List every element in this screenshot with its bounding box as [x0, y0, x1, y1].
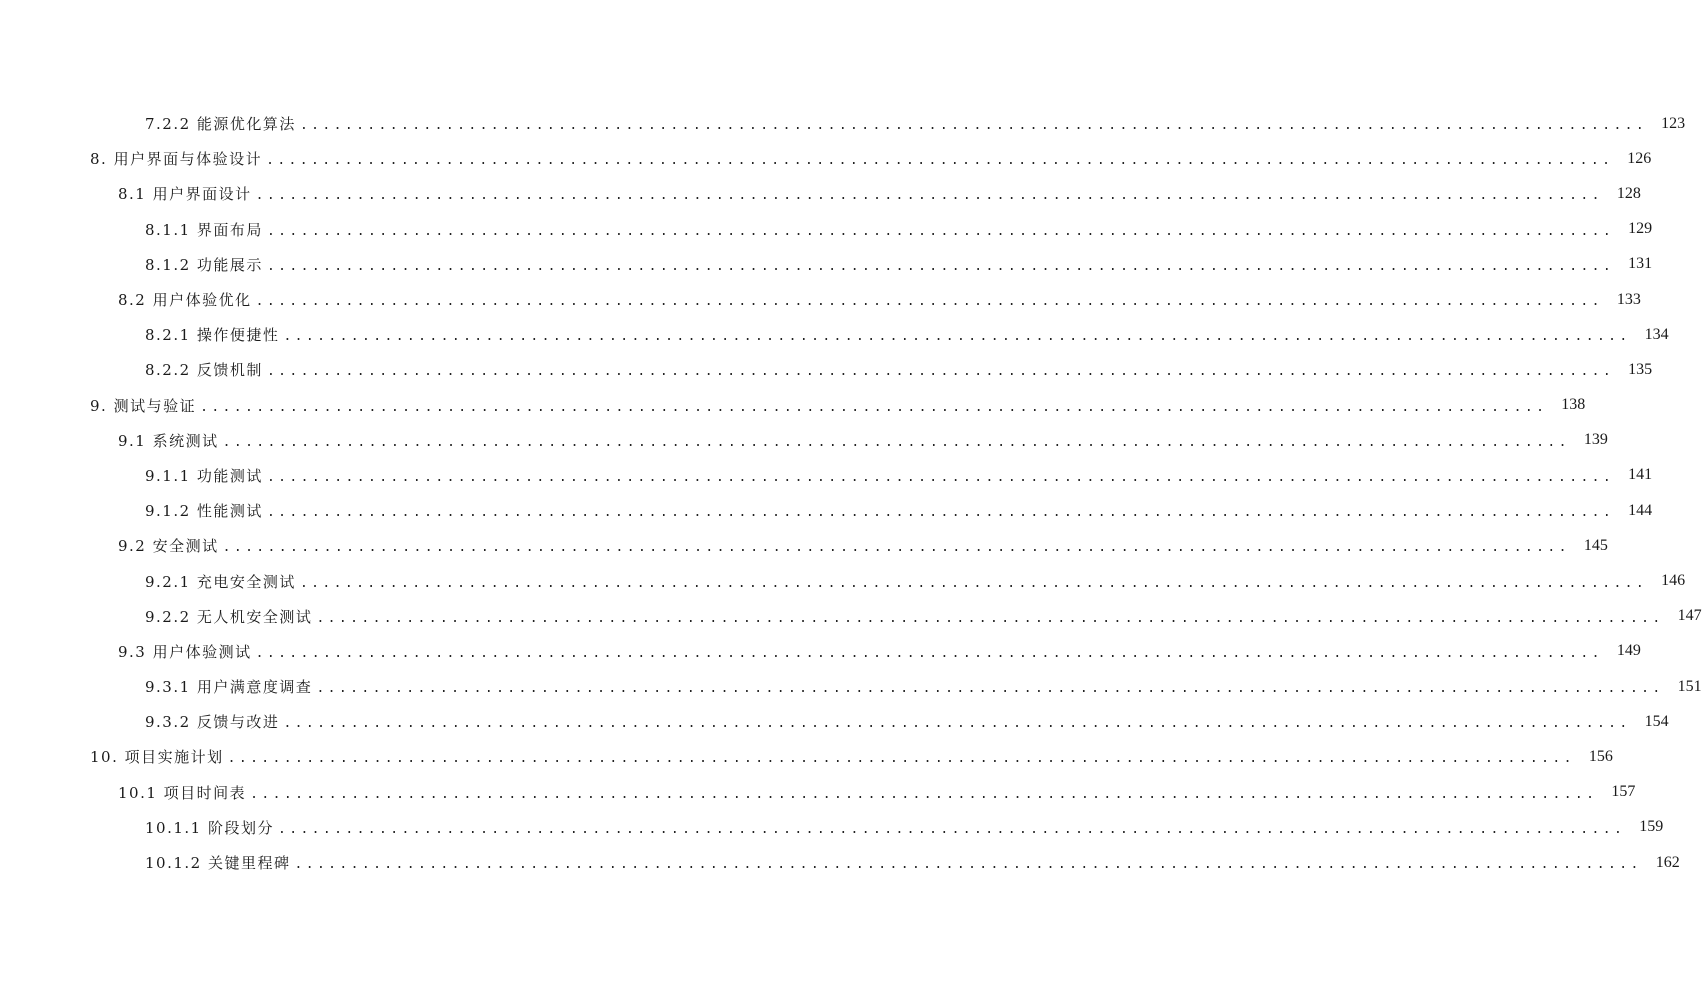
- toc-page-number: 129: [1628, 220, 1653, 238]
- dot-leader: ........................................................................................................................: [222, 434, 1570, 450]
- toc-entry-label: 8.1.1 界面布局: [145, 220, 263, 239]
- toc-entry[interactable]: [0, 176, 1641, 211]
- dot-leader: ........................................................................................................................: [294, 857, 1642, 873]
- toc-entry[interactable]: [0, 317, 1669, 352]
- toc-page-number: 154: [1644, 712, 1669, 730]
- dot-leader: ........................................................................................................................: [266, 223, 1615, 239]
- toc-entry-label: 10.1.1 阶段划分: [145, 818, 274, 837]
- dot-leader: ........................................................................................................................: [222, 540, 1570, 556]
- toc-entry[interactable]: [0, 775, 1636, 810]
- toc-entry[interactable]: [0, 493, 1653, 528]
- dot-leader: ........................................................................................................................: [250, 786, 1598, 802]
- toc-page-number: 162: [1655, 853, 1680, 871]
- toc-entry-label: 9.3.1 用户满意度调查: [145, 678, 313, 697]
- toc-entry-label: 9.2 安全测试: [118, 537, 219, 556]
- toc-entry-label: 8.2.2 反馈机制: [145, 361, 263, 380]
- toc-entry[interactable]: [0, 106, 1686, 141]
- toc-entry[interactable]: [0, 669, 1702, 704]
- toc-page-number: 135: [1628, 360, 1653, 378]
- dot-leader: ........................................................................................................................: [255, 645, 1603, 661]
- toc-entry-label: 8.2.1 操作便捷性: [145, 326, 280, 345]
- toc-entry[interactable]: [0, 704, 1669, 739]
- toc-entry[interactable]: [0, 247, 1653, 282]
- toc-entry[interactable]: [0, 739, 1613, 774]
- toc-entry-label: 9.3.2 反馈与改进: [145, 713, 280, 732]
- dot-leader: ........................................................................................................................: [255, 294, 1603, 310]
- dot-leader: ........................................................................................................................: [266, 469, 1615, 485]
- toc-entry-label: 8. 用户界面与体验设计: [90, 150, 263, 169]
- toc-entry-label: 9.1.1 功能测试: [145, 466, 263, 485]
- toc-entry-label: 10.1.2 关键里程碑: [145, 854, 291, 873]
- toc-entry-label: 9.1.2 性能测试: [145, 502, 263, 521]
- toc-page-number: 147: [1677, 607, 1702, 625]
- toc-entry[interactable]: [0, 423, 1608, 458]
- dot-leader: ........................................................................................................................: [316, 610, 1664, 626]
- toc-entry[interactable]: [0, 810, 1664, 845]
- dot-leader: ........................................................................................................................: [299, 575, 1648, 591]
- toc-entry[interactable]: [0, 282, 1641, 317]
- toc-page-number: 146: [1661, 572, 1686, 590]
- toc-page-number: 145: [1583, 536, 1608, 554]
- toc-entry[interactable]: [0, 599, 1702, 634]
- toc-page-number: 149: [1616, 642, 1641, 660]
- dot-leader: ........................................................................................................................: [200, 399, 1548, 415]
- dot-leader: ........................................................................................................................: [255, 188, 1603, 204]
- toc-entry[interactable]: [0, 388, 1586, 423]
- dot-leader: ........................................................................................................................: [316, 681, 1664, 697]
- toc-page-number: 126: [1627, 149, 1652, 167]
- toc-page-number: 156: [1588, 747, 1613, 765]
- toc-entry-label: 9.2.1 充电安全测试: [145, 572, 296, 591]
- toc-entry[interactable]: [0, 352, 1653, 387]
- table-of-contents: [0, 106, 1702, 880]
- toc-page-number: 123: [1661, 114, 1686, 132]
- toc-entry[interactable]: [0, 458, 1653, 493]
- toc-entry[interactable]: [0, 845, 1680, 880]
- toc-page-number: 159: [1639, 818, 1664, 836]
- toc-page-number: 133: [1616, 290, 1641, 308]
- toc-page-number: 157: [1611, 783, 1636, 801]
- toc-page-number: 144: [1628, 501, 1653, 519]
- toc-entry-label: 8.2 用户体验优化: [118, 291, 252, 310]
- toc-entry[interactable]: [0, 634, 1641, 669]
- dot-leader: ........................................................................................................................: [266, 153, 1614, 169]
- toc-entry-label: 10.1 项目时间表: [118, 783, 247, 802]
- toc-entry-label: 8.1 用户界面设计: [118, 185, 252, 204]
- dot-leader: ........................................................................................................................: [266, 258, 1615, 274]
- toc-page-number: 134: [1644, 325, 1669, 343]
- toc-page-number: 139: [1583, 431, 1608, 449]
- toc-entry-label: 9. 测试与验证: [90, 396, 197, 415]
- toc-entry-label: 9.3 用户体验测试: [118, 642, 252, 661]
- toc-entry-label: 8.1.2 功能展示: [145, 255, 263, 274]
- dot-leader: ........................................................................................................................: [266, 505, 1615, 521]
- toc-entry-label: 9.1 系统测试: [118, 431, 219, 450]
- dot-leader: ........................................................................................................................: [227, 751, 1575, 767]
- toc-page-number: 141: [1628, 466, 1653, 484]
- toc-entry-label: 9.2.2 无人机安全测试: [145, 607, 313, 626]
- toc-entry-label: 7.2.2 能源优化算法: [145, 115, 296, 134]
- toc-entry[interactable]: [0, 141, 1652, 176]
- dot-leader: ........................................................................................................................: [283, 716, 1631, 732]
- toc-page-number: 151: [1677, 677, 1702, 695]
- toc-page-number: 131: [1628, 255, 1653, 273]
- dot-leader: ........................................................................................................................: [266, 364, 1615, 380]
- toc-entry[interactable]: [0, 563, 1686, 598]
- dot-leader: ........................................................................................................................: [277, 821, 1626, 837]
- dot-leader: ........................................................................................................................: [299, 118, 1648, 134]
- toc-entry[interactable]: [0, 528, 1608, 563]
- toc-entry-label: 10. 项目实施计划: [90, 748, 224, 767]
- toc-page-number: 128: [1616, 184, 1641, 202]
- toc-entry[interactable]: [0, 212, 1653, 247]
- dot-leader: ........................................................................................................................: [283, 329, 1631, 345]
- toc-page-number: 138: [1561, 396, 1586, 414]
